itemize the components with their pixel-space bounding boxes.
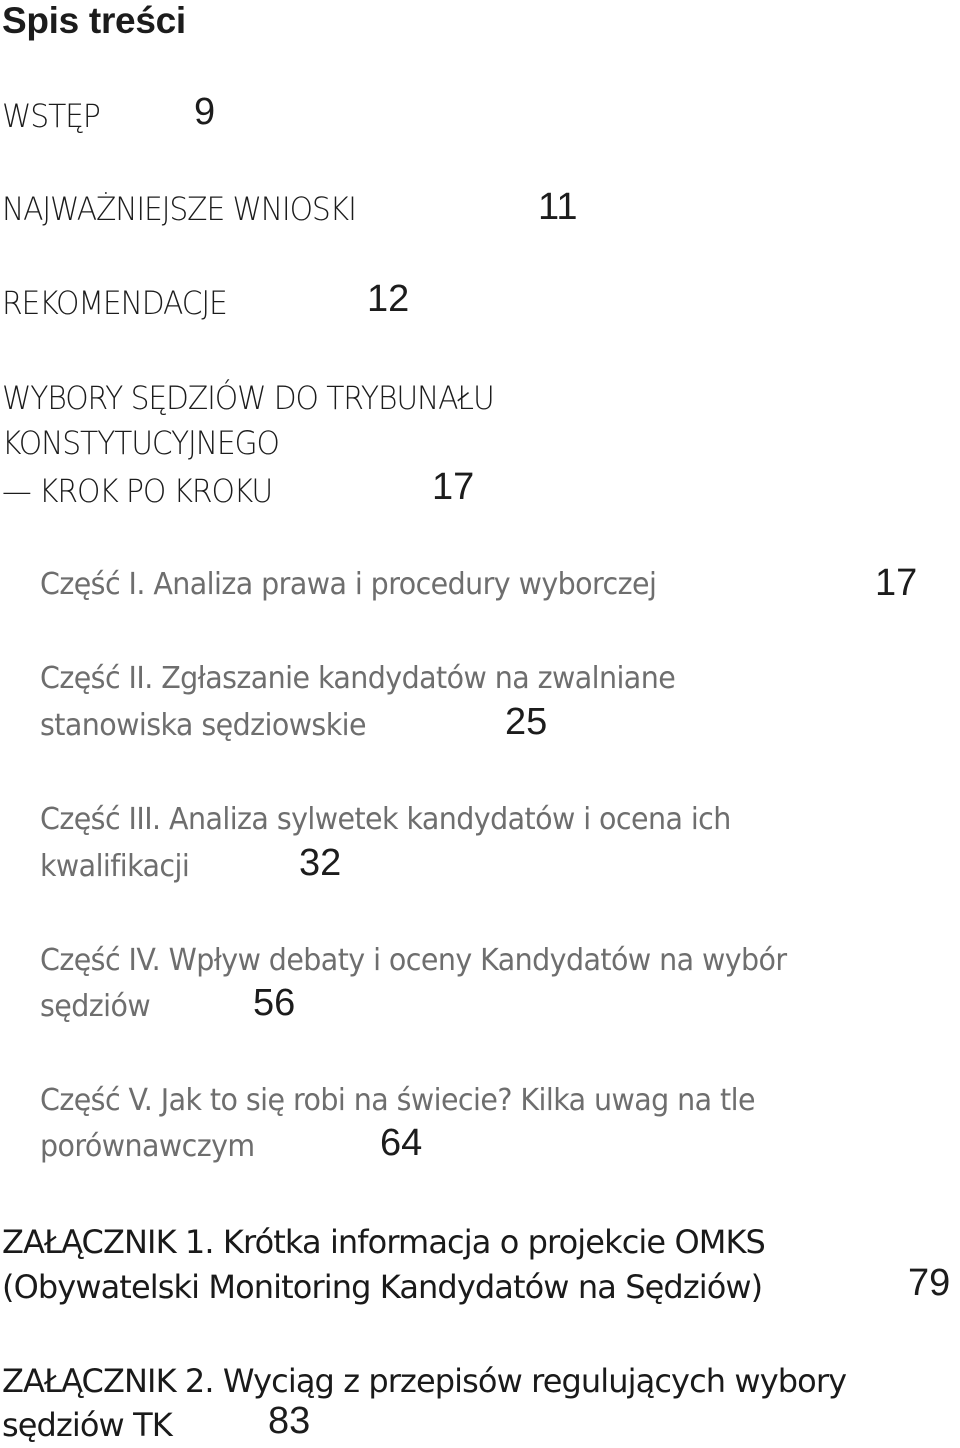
toc-entry-czesc3-line1: Część III. Analiza sylwetek kandydatów i ocena ich <box>40 802 731 837</box>
toc-entry-czesc1-page: 17 <box>875 562 918 604</box>
toc-entry-wybory-page: 17 <box>432 466 475 508</box>
toc-entry-zal2-page: 83 <box>268 1400 311 1442</box>
toc-entry-wybory-line2: KONSTYTUCYJNEGO <box>2 424 279 462</box>
toc-entry-zal1-page: 79 <box>908 1262 951 1304</box>
toc-entry-czesc4-line2: sędziów <box>40 989 151 1024</box>
toc-entry-wstep-label: WSTĘP <box>2 97 100 135</box>
toc-entry-czesc2-line2: stanowiska sędziowskie <box>40 708 366 743</box>
toc-entry-wstep-page: 9 <box>194 91 216 133</box>
toc-entry-zal1-line1: ZAŁĄCZNIK 1. Krótka informacja o projekcie OMKS <box>2 1223 765 1261</box>
page-title: Spis treści <box>2 0 186 41</box>
toc-entry-czesc2-line1: Część II. Zgłaszanie kandydatów na zwalniane <box>40 661 676 696</box>
toc-entry-czesc5-line1: Część V. Jak to się robi na świecie? Kilka uwag na tle <box>40 1083 755 1118</box>
toc-entry-czesc5-page: 64 <box>380 1122 423 1164</box>
toc-entry-czesc4-line1: Część IV. Wpływ debaty i oceny Kandydatów na wybór <box>40 943 787 978</box>
toc-entry-czesc2-page: 25 <box>505 701 548 743</box>
toc-entry-wnioski-label: NAJWAŻNIEJSZE WNIOSKI <box>2 190 356 228</box>
toc-entry-wybory-line3: — KROK PO KROKU <box>2 472 273 510</box>
toc-entry-wybory-line1: WYBORY SĘDZIÓW DO TRYBUNAŁU <box>2 379 494 417</box>
toc-entry-rekomendacje-label: REKOMENDACJE <box>2 284 227 322</box>
toc-entry-czesc1-label: Część I. Analiza prawa i procedury wyborczej <box>40 567 657 602</box>
toc-entry-czesc3-line2: kwalifikacji <box>40 849 190 884</box>
toc-entry-czesc5-line2: porównawczym <box>40 1129 255 1164</box>
toc-entry-czesc3-page: 32 <box>299 842 342 884</box>
toc-entry-wnioski-page: 11 <box>538 186 578 228</box>
toc-entry-zal2-line1: ZAŁĄCZNIK 2. Wyciąg z przepisów regulujących wybory <box>2 1362 847 1400</box>
toc-entry-rekomendacje-page: 12 <box>367 278 410 320</box>
toc-entry-zal1-line2: (Obywatelski Monitoring Kandydatów na Sędziów) <box>2 1268 763 1306</box>
toc-entry-zal2-line2: sędziów TK <box>2 1406 172 1444</box>
toc-entry-czesc4-page: 56 <box>253 982 296 1024</box>
